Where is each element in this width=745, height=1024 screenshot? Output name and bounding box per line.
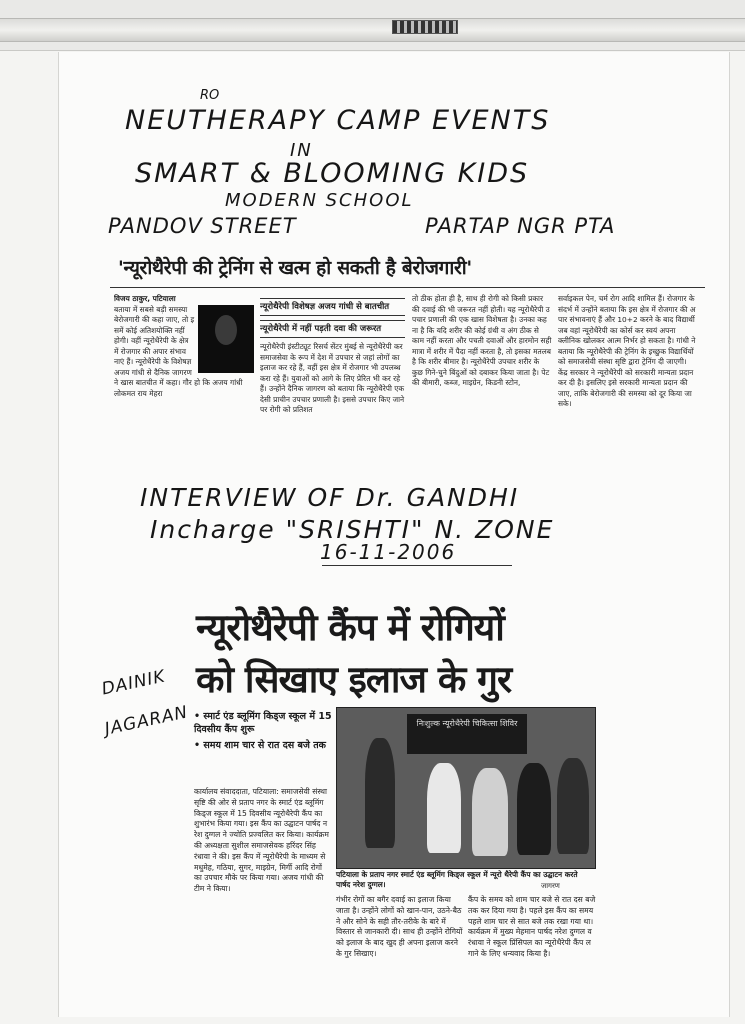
handwritten-interview-line2: Incharge "SRISHTI" N. ZONE: [150, 515, 555, 544]
photo-figure: [472, 768, 508, 856]
clipping1-col1-text: बताया में सबसे बड़ी समस्या बेरोजगारी की कहा जाए, तो इसमें कोई अतिशयोक्ति नहीं होगी। वहीं न्यूरोथैरेपी के क्षेत्र में रोजगार की अपार संभावनाएं हैं। न्यूरोथैरेपी के विशेषज्ञ अजय गांधी से दैनिक जागरण ने खास बातचीत में कहा। गौर हो कि अजय गांधी लोकमत राय मेहरा: [114, 304, 243, 398]
handwritten-address-area: PARTAP NGR PTA: [425, 214, 616, 238]
newspaper-clipping-camp: [186, 592, 606, 972]
clipping2-headline-line1: न्यूरोथैरेपी कैंप में रोगियों: [196, 606, 504, 649]
photo-figure: [365, 738, 395, 848]
clipping1-subhead-2: न्यूरोथैरेपी में नहीं पड़ती दवा की जरूरत: [260, 320, 405, 338]
clipping1-column-3: तो ठीक होता ही है, साथ ही रोगी को किसी प्रकार की दवाई की भी जरूरत नहीं होती। यह न्यूरोथैरेपी उपचार प्रणाली की एक खास विशेषता है। उनका कहना है कि यदि शरीर की कोई ग्रंथी व अंग ठीक से काम नहीं करता और पचती दवाओं और हारमोन सही मात्रा में शरीर में पैदा नहीं करता है, तो इसका मतलब है कि शरीर बीमार है। न्यूरोथैरेपी उपचार शरीर के कुछ गिने-चुने बिंदुओं को दबाकर किया जाता है। पेट की बीमारी, कब्ज, माइग्रेन, किडनी स्टोन,: [412, 294, 552, 387]
photo-figure: [517, 763, 551, 855]
handwritten-ro: RO: [200, 88, 220, 103]
photo-figure: [557, 758, 589, 854]
handwritten-title-line3: SMART & BLOOMING KIDS: [135, 158, 530, 189]
handwritten-source-jagaran: JAGARAN: [103, 702, 190, 740]
handwritten-title-line4: MODERN SCHOOL: [225, 190, 414, 211]
clipping2-camp-photo: [336, 707, 596, 869]
clipping1-portrait-photo: [198, 305, 254, 373]
clipping2-bullets: [194, 710, 334, 755]
clipping2-photo-credit: जागरण: [541, 882, 560, 890]
date-underline: [322, 565, 512, 566]
camp-banner: निःशुल्क न्यूरोथैरेपी चिकित्सा शिविर: [407, 714, 527, 754]
clipping1-rule: [110, 287, 705, 288]
clipping2-headline-line2: को सिखाए इलाज के गुर: [196, 658, 512, 701]
binder-rail: [0, 18, 745, 42]
clipping1-byline: विजय ठाकुर, पटियाला: [114, 294, 176, 303]
clipping2-column-2: गंभीर रोगों का बगैर दवाई का इलाज किया जाता है। उन्होंने लोगों को खान-पान, उठने-बैठने और सोने के सही तौर-तरीके के बारे में विस्तार से जानकारी दी। साथ ही उन्होंने रोगियों को इलाज के बाद खुद ही अपना इलाज करने के गुर सिखाए।: [336, 895, 463, 958]
handwritten-title-line2: IN: [290, 140, 313, 161]
handwritten-title-line1: NEUTHERAPY CAMP EVENTS: [125, 105, 551, 136]
clipping1-col2-text: न्यूरोथैरेपी इंस्टीट्यूट रिसर्च सेंटर मुंबई से न्यूरोथैरेपी कर समाजसेवा के रूप में देश में उपचार से जहां लोगों का इलाज कर रहे हैं, वहीं इस क्षेत्र में रोजगार भी उपलब्ध करा रहे हैं। युवाओं को आगे के लिए प्रेरित भी कर रहे हैं। उन्होंने दैनिक जागरण को बताया कि न्यूरोथैरेपी एक देसी प्राचीन उपचार प्रणाली है। इससे उपचार किए जाने पर रोगी को प्रतिशत: [260, 342, 405, 414]
clipping2-bullet-1: • स्मार्ट एंड ब्लूमिंग किड्ज स्कूल में 15 दिवसीय कैंप शुरू: [194, 711, 332, 735]
clipping2-photo-caption: पटियाला के प्रताप नगर स्मार्ट एंड ब्लूमिंग किड्ज स्कूल में न्यूरो थैरेपी कैंप का उद्घाटन करते पार्षद नरेश दुग्गल।: [336, 870, 578, 889]
handwritten-date: 16-11-2006: [320, 540, 457, 564]
clipping2-bullet-2: • समय शाम चार से रात दस बजे तक: [194, 740, 326, 751]
newspaper-clipping-interview: [100, 246, 720, 471]
handwritten-interview-line1: INTERVIEW OF Dr. GANDHI: [140, 483, 520, 512]
handwritten-source-dainik: DAINIK: [100, 666, 168, 700]
handwritten-address-street: PANDOV STREET: [108, 214, 297, 238]
clipping1-headline: 'न्यूरोथैरेपी की ट्रेनिंग से खत्म हो सकती है बेरोजगारी': [118, 257, 472, 279]
clipping1-column-4: सर्वाइकल पेन, चर्म रोग आदि शामिल हैं। रोजगार के संदर्भ में उन्होंने बताया कि इस क्षेत्र में रोजगार की अपार संभावनाएं हैं और 10+2 करने के बाद विद्यार्थी जब वहां न्यूरोथैरेपी का कोर्स कर स्वयं अपना क्लीनिक खोलकर आत्म निर्भर हो सकता है। गांधी ने बताया कि न्यूरोथैरेपी की ट्रेनिंग के इच्छुक विद्यार्थियों को समाजसेवी संस्था सृष्टि द्वारा ट्रेनिंग दी जाएगी। केंद्र सरकार ने न्यूरोथैरेपी को सरकारी मान्यता प्रदान कर दी है। इसलिए इसे सरकारी मान्यता प्रदान की जाए, ताकि बेरोजगारी की समस्या को दूर किया जा सके।: [558, 294, 696, 408]
clipping2-column-1: कार्यालय संवाददाता, पटियाला: समाजसेवी संस्था सृष्टि की ओर से प्रताप नगर के स्मार्ट एंड ब्लूमिंग किड्ज स्कूल में 15 दिवसीय न्यूरोथैरेपी कैंप का शुभारंभ किया गया। इस कैंप का उद्घाटन पार्षद नरेश दुग्गल ने ज्योति प्रज्वलित कर किया। कार्यक्रम की अध्यक्षता सुशील समाजसेवक हरिंदर सिंह रंधावा ने की। इस कैंप में न्यूरोथैरेपी के माध्यम से मधुमेह, गठिया, सुगर, माइग्रेन, मिर्गी आदि रोगों का उपचार मौके पर किया गया। अजय गांधी की टीम ने किया।: [194, 787, 329, 894]
photo-figure: [427, 763, 461, 853]
clipping1-column-2: [260, 294, 405, 469]
clipping1-subhead-1: न्यूरोथैरेपी विशेषज्ञ अजय गांधी से बातचीत: [260, 298, 405, 316]
clipping1-column-1: [114, 294, 254, 469]
binder-clip-bar: [0, 0, 745, 51]
binder-clip: [392, 20, 458, 34]
clipping2-column-3: कैंप के समय को शाम चार बजे से रात दस बजे तक कर दिया गया है। पहले इस कैंप का समय पहले शाम चार से सात बजे तक रखा गया था। कार्यक्रम में मुख्य मेहमान पार्षद नरेश दुग्गल व रंधावा ने स्कूल प्रिंसिपल का न्यूरोथैरेपी कैंप लगाने के लिए धन्यवाद किया है।: [468, 895, 596, 958]
